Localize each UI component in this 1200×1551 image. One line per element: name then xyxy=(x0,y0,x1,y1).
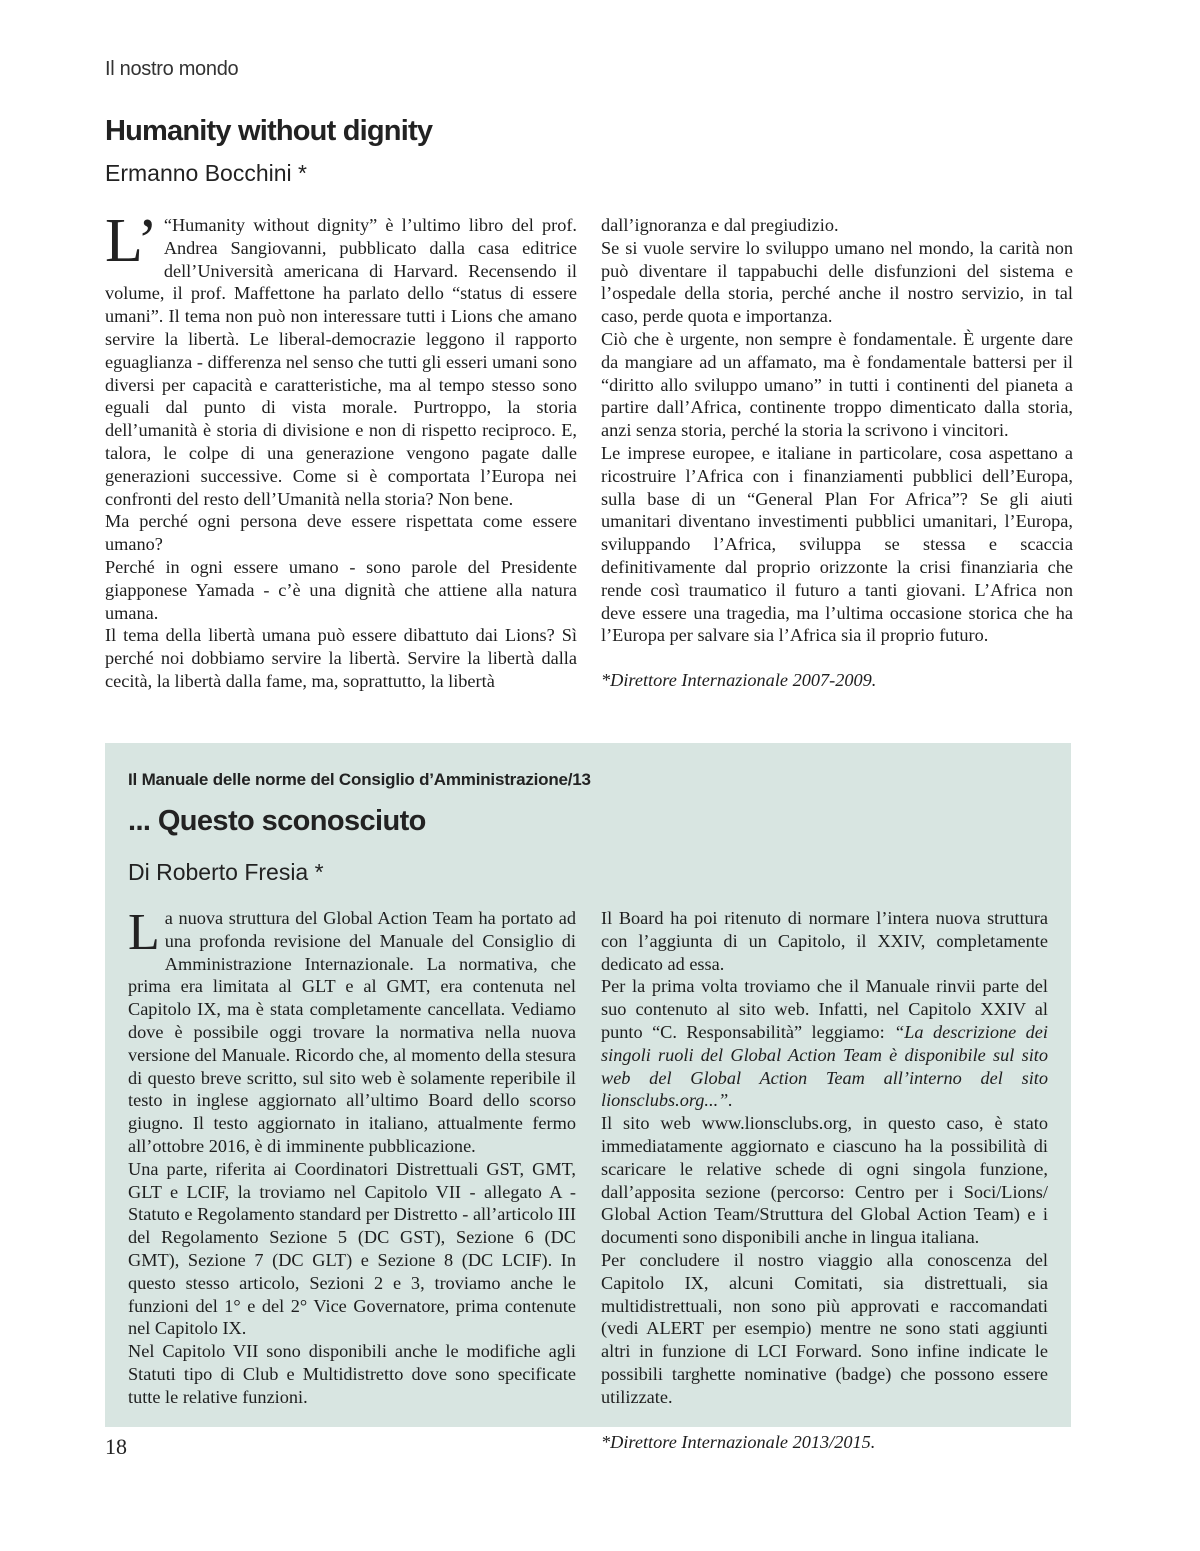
article-paragraph: Ma perché ogni persona deve essere rispettata come essere umano? xyxy=(105,511,577,555)
section-label: Il nostro mondo xyxy=(105,58,239,80)
article-title: Humanity without dignity xyxy=(105,115,433,147)
box-kicker: Il Manuale delle norme del Consiglio d’Amministrazione/13 xyxy=(128,770,591,789)
article-paragraph xyxy=(128,904,576,1158)
paragraph-text: Per la prima volta troviamo che il Manuale rinvii parte del suo contenuto al sito web. Infatti, nel Capitolo XXIV al punto “C. Responsabilità” leggiamo: xyxy=(601,976,1048,1042)
article-paragraph: Ciò che è urgente, non sempre è fondamentale. È urgente dare da mangiare ad un affamato, ma è fondamentale battersi per il “diritto allo sviluppo umano” in tutti i continenti del pianeta a partire dall’Africa, continente troppo dimenticato dalla storia, anzi senza storia, perché la storia la scrivono i vincitori. xyxy=(601,328,1073,441)
article-paragraph: Nel Capitolo VII sono disponibili anche le modifiche agli Statuti tipo di Club e Multidistretto dove sono specificate tutte le relative funzioni. xyxy=(128,1341,576,1407)
article-paragraph: Perché in ogni essere umano - sono parole del Presidente giapponese Yamada - c’è una dignità che attiene alla natura umana. xyxy=(105,556,577,623)
box-right-column xyxy=(601,907,1048,1453)
box-title: ... Questo sconosciuto xyxy=(128,805,426,837)
author-footnote: *Direttore Internazionale 2013/2015. xyxy=(601,1431,876,1452)
article-paragraph xyxy=(601,975,1048,1112)
box-left-column xyxy=(128,904,576,1409)
drop-cap: L xyxy=(128,904,160,961)
paragraph-text: “Humanity without dignity” è l’ultimo libro del prof. Andrea Sangiovanni, pubblicato dalla casa editrice dell’Università americana di Harvard. Recensendo il volume, il prof. Maffettone ha parlato dello “status di essere umani”. Il tema non può non interessare tutti i Lions che amano servire la libertà. Le liberal-democrazie leggono il rapporto eguaglianza - differenza nel senso che tutti gli esseri umani sono diversi per capacità e caratteristiche, ma al tempo stesso sono eguali dal punto di vista morale. Purtroppo, la storia dell’umanità è storia di divisione e non di rispetto reciproco. E, talora, le colpe di una generazione vengono pagate dalle generazioni successive. Come si è comportata l’Europa nei confronti del resto dell’Umanità nella storia? Non bene. xyxy=(105,215,577,509)
quoted-text: “La descrizione dei singoli ruoli del Global Action Team è disponibile sul sito web del Global Action Team all’interno del sito lionsclubs.org...”. xyxy=(601,1021,1048,1111)
article-paragraph: Il sito web www.lionsclubs.org, in questo caso, è stato immediatamente aggiornato e ciascuno ha la possibilità di scaricare le relative schede di ogni singola funzione, dall’apposita sezione (percorso: Centro per i Soci/Lions/ Global Action Team/Struttura del Global Action Team) e i documenti sono disponibili anche in lingua italiana. xyxy=(601,1113,1048,1248)
author-footnote: *Direttore Internazionale 2007-2009. xyxy=(601,670,877,691)
page-number: 18 xyxy=(105,1434,127,1459)
article-paragraph: Una parte, riferita ai Coordinatori Distrettuali GST, GMT, GLT e LCIF, la troviamo nel Capitolo VII - allegato A - Statuto e Regolamento standard per Distretto - all’articolo III del Regolamento Sezione 5 (DC GST), Sezione 6 (DC GMT), Sezione 7 (DC GLT) e Sezione 8 (DC LCIF). In questo stesso articolo, Sezioni 2 e 3, troviamo anche le funzioni del 1° e del 2° Vice Governatore, prima contenute nel Capitolo IX. xyxy=(128,1158,576,1339)
article-paragraph: Il tema della libertà umana può essere dibattuto dai Lions? Sì perché noi dobbiamo servire la libertà. Servire la libertà dalla cecità, la libertà dalla fame, ma, soprattutto, la libertà xyxy=(105,625,577,691)
article-paragraph: dall’ignoranza e dal pregiudizio. xyxy=(601,215,839,235)
article-paragraph: Le imprese europee, e italiane in particolare, cosa aspettano a ricostruire l’Africa con i finanziamenti pubblici dell’Europa, sulla base di un “General Plan For Africa”? Se gli aiuti umanitari diventano investimenti pubblici umanitari, l’Europa, sviluppando l’Africa, sviluppa se stessa e scaccia definitivamente dal proprio orizzonte la crisi finanziaria che rende così traumatico il futuro a tanti giovani. L’Africa non deve essere una tragedia, ma l’ultima occasione storica che ha l’Europa per salvare sia l’Africa sia il proprio futuro. xyxy=(601,442,1073,646)
box-author: Di Roberto Fresia * xyxy=(128,859,324,885)
article-right-column xyxy=(601,214,1073,692)
paragraph-text: a nuova struttura del Global Action Team ha portato ad una profonda revisione del Manuale del Consiglio di Amministrazione Internazionale. La normativa, che prima era limitata al GLT e al GMT, era contenuta nel Capitolo IX, ma è stata completamente cancellata. Vediamo dove è possibile oggi trovare la normativa nella nuova versione del Manuale. Ricordo che, al momento della stesura di questo breve scritto, sul sito web è solamente reperibile il testo in inglese aggiornato all’ultimo Board dello scorso giugno. Il testo aggiornato in italiano, attualmente fermo all’ottobre 2016, è di imminente pubblicazione. xyxy=(128,908,576,1156)
article-paragraph: Se si vuole servire lo sviluppo umano nel mondo, la carità non può diventare il tappabuchi delle disfunzioni del sistema e l’ospedale della storia, perché anche il nostro servizio, in tal caso, perde quota e importanza. xyxy=(601,237,1073,327)
article-paragraph: Per concludere il nostro viaggio alla conoscenza del Capitolo IX, alcuni Comitati, sia distrettuali, sia multidistrettuali, non sono più approvati e raccomandati (vedi ALERT per esempio) mentre ne sono stati aggiunti altri in funzione di LCI Forward. Sono infine indicate le possibili targhette nominative (badge) che possono essere utilizzate. xyxy=(601,1249,1048,1407)
article-paragraph: Il Board ha poi ritenuto di normare l’intera nuova struttura con l’aggiunta di un Capitolo, il XXIV, completamente dedicato ad essa. xyxy=(601,908,1048,974)
article-author: Ermanno Bocchini * xyxy=(105,160,307,186)
article-paragraph xyxy=(105,207,577,510)
article-left-column xyxy=(105,207,577,693)
drop-cap: L’ xyxy=(105,207,158,275)
